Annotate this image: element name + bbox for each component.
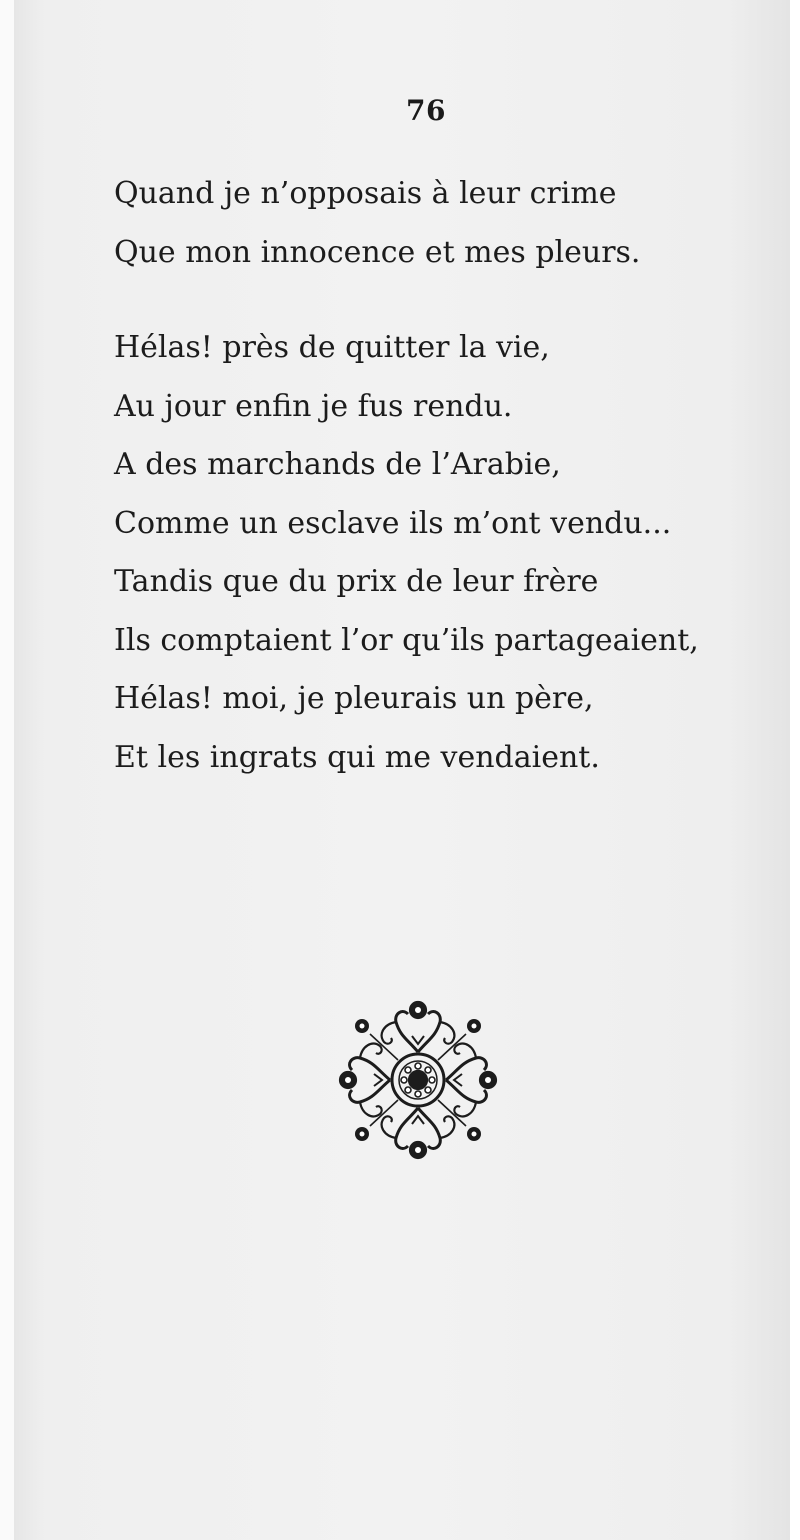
poem-line: Hélas! près de quitter la vie, [114, 330, 550, 365]
poem-line: Comme un esclave ils m’ont vendu... [114, 505, 672, 541]
poem-stanza-1 [114, 168, 640, 286]
book-page [14, 0, 790, 1540]
poem-stanza-2 [114, 322, 699, 790]
poem-line: Que mon innocence et mes pleurs. [114, 235, 641, 270]
poem-line: Ils comptaient l’or qu’ils partageaient, [114, 622, 699, 658]
poem-line: Et les ingrats qui me vendaient. [114, 739, 600, 775]
fleuron-ornament-icon [332, 998, 504, 1162]
poem-line: A des marchands de l’Arabie, [114, 447, 561, 482]
poem-line: Tandis que du prix de leur frère [114, 564, 599, 599]
poem-line: Quand je n’opposais à leur crime [114, 176, 617, 211]
poem-line: Hélas! moi, je pleurais un père, [114, 681, 594, 716]
page-number: 76 [406, 94, 446, 127]
poem-line: Au jour enfin je fus rendu. [114, 388, 513, 424]
page-gutter [0, 0, 14, 1540]
